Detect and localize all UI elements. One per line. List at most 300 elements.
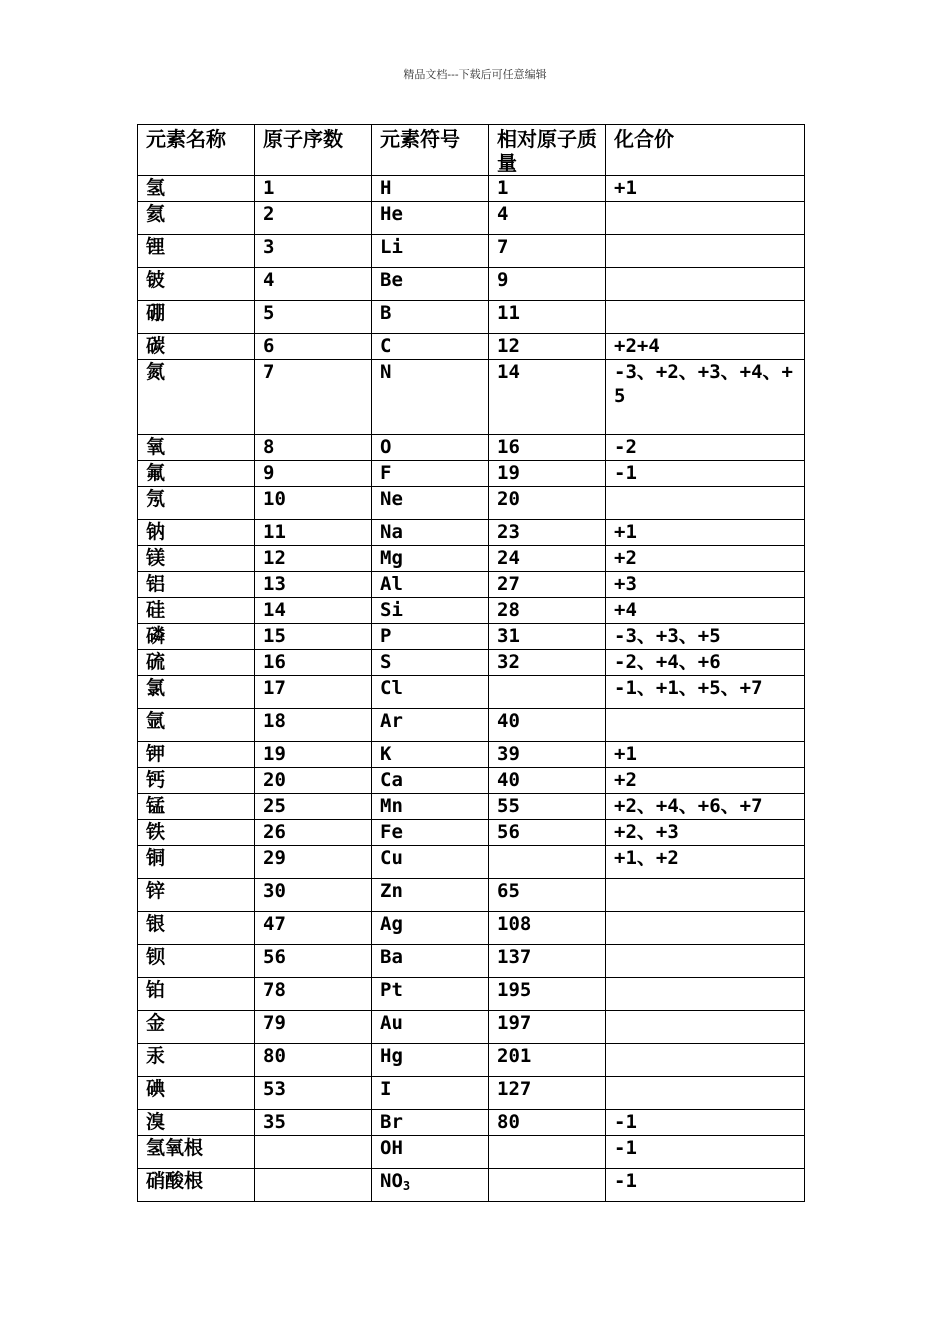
cell-symbol-text: I <box>380 1078 392 1100</box>
table-row <box>138 709 805 742</box>
cell-number <box>255 1110 372 1136</box>
cell-number-text: 78 <box>263 979 286 1001</box>
cell-number-text: 5 <box>263 302 275 324</box>
cell-symbol <box>372 820 489 846</box>
cell-number-text: 3 <box>263 236 275 258</box>
cell-symbol <box>372 676 489 709</box>
cell-valence <box>606 598 805 624</box>
cell-name-text: 铍 <box>146 269 166 291</box>
cell-valence <box>606 1077 805 1110</box>
cell-valence <box>606 1136 805 1169</box>
cell-mass-text: 24 <box>497 547 520 569</box>
cell-number <box>255 520 372 546</box>
cell-mass <box>489 520 606 546</box>
cell-name <box>138 820 255 846</box>
cell-mass <box>489 1011 606 1044</box>
cell-name <box>138 912 255 945</box>
cell-symbol <box>372 520 489 546</box>
cell-number <box>255 572 372 598</box>
cell-number-text: 15 <box>263 625 286 647</box>
cell-name-text: 氩 <box>146 710 166 732</box>
cell-symbol-text: Si <box>380 599 403 621</box>
cell-number <box>255 820 372 846</box>
cell-name-text: 锰 <box>146 795 166 817</box>
cell-mass-text: 28 <box>497 599 520 621</box>
table-row <box>138 912 805 945</box>
cell-name-text: 氯 <box>146 677 166 699</box>
cell-number <box>255 1169 372 1202</box>
cell-name <box>138 945 255 978</box>
cell-number-text: 17 <box>263 677 286 699</box>
cell-number-text: 80 <box>263 1045 286 1067</box>
cell-mass <box>489 624 606 650</box>
cell-number-text: 79 <box>263 1012 286 1034</box>
cell-mass <box>489 1077 606 1110</box>
cell-valence <box>606 879 805 912</box>
cell-symbol <box>372 235 489 268</box>
cell-valence-text: -1 <box>614 1111 637 1133</box>
cell-name-text: 锂 <box>146 236 166 258</box>
cell-valence <box>606 650 805 676</box>
table-row <box>138 435 805 461</box>
cell-symbol-text: F <box>380 462 392 484</box>
cell-name-text: 碳 <box>146 335 166 357</box>
cell-name-text: 硝酸根 <box>146 1170 204 1192</box>
table-header-row <box>138 125 805 176</box>
cell-valence <box>606 820 805 846</box>
table-row <box>138 461 805 487</box>
cell-name <box>138 1110 255 1136</box>
cell-name <box>138 978 255 1011</box>
cell-name <box>138 1136 255 1169</box>
cell-mass <box>489 768 606 794</box>
cell-symbol <box>372 546 489 572</box>
cell-mass-text: 201 <box>497 1045 532 1067</box>
table-row <box>138 1011 805 1044</box>
cell-number-text: 9 <box>263 462 275 484</box>
cell-valence-text: -1 <box>614 1137 637 1159</box>
cell-valence <box>606 268 805 301</box>
cell-valence-text: +1 <box>614 743 637 765</box>
cell-name <box>138 879 255 912</box>
table-row <box>138 334 805 360</box>
cell-number-text: 20 <box>263 769 286 791</box>
cell-number-text: 6 <box>263 335 275 357</box>
cell-number <box>255 676 372 709</box>
cell-mass <box>489 461 606 487</box>
cell-mass-text: 195 <box>497 979 532 1001</box>
cell-name-text: 磷 <box>146 625 166 647</box>
cell-symbol <box>372 846 489 879</box>
cell-number <box>255 945 372 978</box>
cell-symbol-text: He <box>380 203 403 225</box>
cell-symbol-text: N <box>380 361 392 383</box>
cell-valence <box>606 520 805 546</box>
cell-symbol <box>372 268 489 301</box>
cell-symbol <box>372 978 489 1011</box>
cell-mass-text: 40 <box>497 710 520 732</box>
cell-symbol-text: Mg <box>380 547 403 569</box>
cell-name-text: 氢氧根 <box>146 1137 204 1159</box>
cell-valence <box>606 794 805 820</box>
table-row <box>138 202 805 235</box>
cell-valence-text: +2、+3 <box>614 821 679 843</box>
cell-number-text: 19 <box>263 743 286 765</box>
cell-number-text: 10 <box>263 488 286 510</box>
cell-valence-text: -1、+1、+5、+7 <box>614 677 763 699</box>
cell-number-text: 30 <box>263 880 286 902</box>
cell-name-text: 镁 <box>146 547 166 569</box>
cell-symbol <box>372 202 489 235</box>
cell-symbol <box>372 176 489 202</box>
cell-number-text: 16 <box>263 651 286 673</box>
cell-mass <box>489 1136 606 1169</box>
table-row <box>138 676 805 709</box>
cell-symbol-text: Na <box>380 521 403 543</box>
cell-mass <box>489 846 606 879</box>
cell-symbol-text: O <box>380 436 392 458</box>
cell-valence-text: +1 <box>614 521 637 543</box>
cell-name-text: 氦 <box>146 203 166 225</box>
cell-mass <box>489 1110 606 1136</box>
cell-mass-text: 9 <box>497 269 509 291</box>
cell-number-text: 7 <box>263 361 275 383</box>
cell-valence-text: +4 <box>614 599 637 621</box>
cell-name-text: 钠 <box>146 521 166 543</box>
cell-number <box>255 650 372 676</box>
cell-mass-text: 12 <box>497 335 520 357</box>
cell-name <box>138 546 255 572</box>
cell-valence <box>606 301 805 334</box>
cell-valence <box>606 846 805 879</box>
cell-symbol <box>372 1077 489 1110</box>
cell-number-text: 12 <box>263 547 286 569</box>
cell-mass <box>489 1169 606 1202</box>
cell-mass-text: 56 <box>497 821 520 843</box>
cell-mass-text: 31 <box>497 625 520 647</box>
cell-name-text: 碘 <box>146 1078 166 1100</box>
cell-name-text: 钡 <box>146 946 166 968</box>
cell-valence <box>606 334 805 360</box>
cell-symbol-text: Ag <box>380 913 403 935</box>
cell-name <box>138 487 255 520</box>
cell-valence <box>606 1011 805 1044</box>
table-row <box>138 520 805 546</box>
cell-symbol <box>372 1044 489 1077</box>
cell-mass <box>489 268 606 301</box>
cell-number <box>255 912 372 945</box>
cell-mass <box>489 978 606 1011</box>
cell-symbol-text: Cu <box>380 847 403 869</box>
cell-symbol-text: H <box>380 177 392 199</box>
cell-symbol-text: Hg <box>380 1045 403 1067</box>
cell-mass-text: 4 <box>497 203 509 225</box>
cell-mass-text: 127 <box>497 1078 532 1100</box>
table-row <box>138 846 805 879</box>
cell-symbol <box>372 598 489 624</box>
cell-symbol-text: Zn <box>380 880 403 902</box>
cell-mass-text: 27 <box>497 573 520 595</box>
table-row <box>138 1110 805 1136</box>
cell-symbol <box>372 487 489 520</box>
cell-name-text: 铝 <box>146 573 166 595</box>
cell-symbol-text: Cl <box>380 677 403 699</box>
cell-symbol-text: Fe <box>380 821 403 843</box>
symbol-subscript: 3 <box>402 1179 411 1193</box>
cell-symbol <box>372 768 489 794</box>
cell-valence-text: +3 <box>614 573 637 595</box>
table-row <box>138 546 805 572</box>
cell-mass <box>489 235 606 268</box>
cell-valence <box>606 235 805 268</box>
cell-number <box>255 301 372 334</box>
cell-symbol-text: Ca <box>380 769 403 791</box>
cell-valence <box>606 768 805 794</box>
table-row <box>138 742 805 768</box>
cell-mass-text: 20 <box>497 488 520 510</box>
cell-name <box>138 794 255 820</box>
cell-valence-text: -2 <box>614 436 637 458</box>
cell-valence-text: +2+4 <box>614 335 660 357</box>
cell-number <box>255 1136 372 1169</box>
table-row <box>138 1136 805 1169</box>
cell-number <box>255 176 372 202</box>
cell-valence <box>606 461 805 487</box>
cell-number-text: 47 <box>263 913 286 935</box>
cell-number-text: 35 <box>263 1111 286 1133</box>
cell-symbol-text: Br <box>380 1111 403 1133</box>
cell-name-text: 硫 <box>146 651 166 673</box>
cell-mass-text: 14 <box>497 361 520 383</box>
cell-name <box>138 650 255 676</box>
cell-name-text: 铂 <box>146 979 166 1001</box>
cell-name-text: 银 <box>146 913 166 935</box>
cell-symbol <box>372 624 489 650</box>
cell-name-text: 硅 <box>146 599 166 621</box>
cell-number <box>255 742 372 768</box>
cell-name-text: 氢 <box>146 177 166 199</box>
cell-number <box>255 794 372 820</box>
cell-valence <box>606 572 805 598</box>
cell-mass <box>489 650 606 676</box>
cell-name-text: 氖 <box>146 488 166 510</box>
column-header-name: 元素名称 <box>138 125 255 176</box>
cell-valence <box>606 487 805 520</box>
cell-mass <box>489 176 606 202</box>
cell-mass <box>489 676 606 709</box>
cell-valence <box>606 435 805 461</box>
cell-mass <box>489 301 606 334</box>
cell-name-text: 铁 <box>146 821 166 843</box>
cell-symbol-text: B <box>380 302 392 324</box>
cell-symbol-text: Ne <box>380 488 403 510</box>
cell-mass-text: 32 <box>497 651 520 673</box>
cell-name <box>138 435 255 461</box>
cell-mass-text: 137 <box>497 946 532 968</box>
table-row <box>138 176 805 202</box>
cell-valence <box>606 945 805 978</box>
cell-valence <box>606 742 805 768</box>
cell-number-text: 13 <box>263 573 286 595</box>
cell-name <box>138 461 255 487</box>
cell-name-text: 汞 <box>146 1045 166 1067</box>
cell-mass <box>489 820 606 846</box>
cell-symbol <box>372 1169 489 1202</box>
table-row <box>138 268 805 301</box>
cell-symbol-text: Ar <box>380 710 403 732</box>
cell-valence <box>606 546 805 572</box>
cell-symbol <box>372 742 489 768</box>
cell-mass-text: 7 <box>497 236 509 258</box>
cell-symbol <box>372 1136 489 1169</box>
cell-number-text: 56 <box>263 946 286 968</box>
cell-symbol <box>372 650 489 676</box>
cell-mass <box>489 945 606 978</box>
cell-name <box>138 268 255 301</box>
cell-number-text: 53 <box>263 1078 286 1100</box>
cell-number <box>255 202 372 235</box>
cell-name <box>138 176 255 202</box>
cell-mass <box>489 546 606 572</box>
cell-mass <box>489 1044 606 1077</box>
cell-name <box>138 360 255 435</box>
cell-number <box>255 334 372 360</box>
cell-name <box>138 235 255 268</box>
cell-mass <box>489 598 606 624</box>
cell-symbol <box>372 360 489 435</box>
table-row <box>138 301 805 334</box>
cell-number <box>255 709 372 742</box>
cell-name <box>138 709 255 742</box>
table-row <box>138 650 805 676</box>
cell-valence <box>606 709 805 742</box>
cell-mass-text: 1 <box>497 177 509 199</box>
cell-name-text: 钾 <box>146 743 166 765</box>
cell-symbol-text: K <box>380 743 392 765</box>
cell-symbol-text: NO <box>380 1170 403 1192</box>
cell-symbol <box>372 794 489 820</box>
cell-name <box>138 768 255 794</box>
cell-number <box>255 624 372 650</box>
cell-valence-text: -1 <box>614 1170 637 1192</box>
cell-mass <box>489 435 606 461</box>
cell-mass-text: 11 <box>497 302 520 324</box>
table-row <box>138 572 805 598</box>
cell-mass <box>489 572 606 598</box>
cell-symbol-text: Be <box>380 269 403 291</box>
cell-valence <box>606 1169 805 1202</box>
cell-name <box>138 676 255 709</box>
cell-symbol <box>372 435 489 461</box>
cell-name <box>138 598 255 624</box>
cell-mass-text: 40 <box>497 769 520 791</box>
cell-name <box>138 572 255 598</box>
cell-mass-text: 80 <box>497 1111 520 1133</box>
cell-symbol <box>372 301 489 334</box>
cell-symbol <box>372 945 489 978</box>
cell-mass-text: 19 <box>497 462 520 484</box>
cell-number <box>255 846 372 879</box>
table-row <box>138 978 805 1011</box>
cell-name <box>138 202 255 235</box>
cell-symbol <box>372 709 489 742</box>
table-row <box>138 598 805 624</box>
table-row <box>138 820 805 846</box>
cell-name <box>138 846 255 879</box>
cell-number-text: 26 <box>263 821 286 843</box>
cell-symbol-text: Mn <box>380 795 403 817</box>
cell-number <box>255 1011 372 1044</box>
cell-symbol <box>372 912 489 945</box>
cell-valence-text: -2、+4、+6 <box>614 651 721 673</box>
cell-mass <box>489 360 606 435</box>
table-row <box>138 768 805 794</box>
cell-symbol-text: S <box>380 651 392 673</box>
cell-symbol-text: C <box>380 335 392 357</box>
cell-symbol-text: P <box>380 625 392 647</box>
cell-mass <box>489 912 606 945</box>
cell-number <box>255 435 372 461</box>
cell-name-text: 锌 <box>146 880 166 902</box>
cell-name <box>138 742 255 768</box>
cell-symbol-text: Li <box>380 236 403 258</box>
cell-number <box>255 879 372 912</box>
cell-number <box>255 768 372 794</box>
cell-mass <box>489 334 606 360</box>
cell-number <box>255 360 372 435</box>
cell-number <box>255 978 372 1011</box>
cell-symbol-text: Pt <box>380 979 403 1001</box>
cell-symbol <box>372 461 489 487</box>
cell-name-text: 氧 <box>146 436 166 458</box>
cell-number <box>255 461 372 487</box>
cell-valence-text: -1 <box>614 462 637 484</box>
cell-mass-text: 108 <box>497 913 532 935</box>
table-row <box>138 879 805 912</box>
cell-valence <box>606 360 805 435</box>
cell-number-text: 4 <box>263 269 275 291</box>
cell-symbol <box>372 879 489 912</box>
column-header-number: 原子序数 <box>255 125 372 176</box>
elements-table <box>137 124 805 1202</box>
cell-name-text: 金 <box>146 1012 166 1034</box>
cell-number-text: 1 <box>263 177 275 199</box>
cell-valence <box>606 912 805 945</box>
cell-number <box>255 1044 372 1077</box>
table-row <box>138 794 805 820</box>
column-header-mass: 相对原子质量 <box>489 125 606 176</box>
cell-valence <box>606 1110 805 1136</box>
cell-number <box>255 487 372 520</box>
cell-valence <box>606 676 805 709</box>
cell-valence <box>606 202 805 235</box>
cell-valence-text: +2 <box>614 769 637 791</box>
cell-name <box>138 1044 255 1077</box>
cell-valence-text: -3、+2、+3、+4、+5 <box>614 361 793 407</box>
cell-symbol-text: Ba <box>380 946 403 968</box>
cell-name-text: 硼 <box>146 302 166 324</box>
table-row <box>138 1169 805 1202</box>
table-row <box>138 487 805 520</box>
cell-mass <box>489 487 606 520</box>
cell-number <box>255 598 372 624</box>
cell-mass-text: 23 <box>497 521 520 543</box>
table-row <box>138 235 805 268</box>
cell-name-text: 溴 <box>146 1111 166 1133</box>
cell-name <box>138 301 255 334</box>
cell-valence-text: +2、+4、+6、+7 <box>614 795 763 817</box>
cell-number-text: 2 <box>263 203 275 225</box>
